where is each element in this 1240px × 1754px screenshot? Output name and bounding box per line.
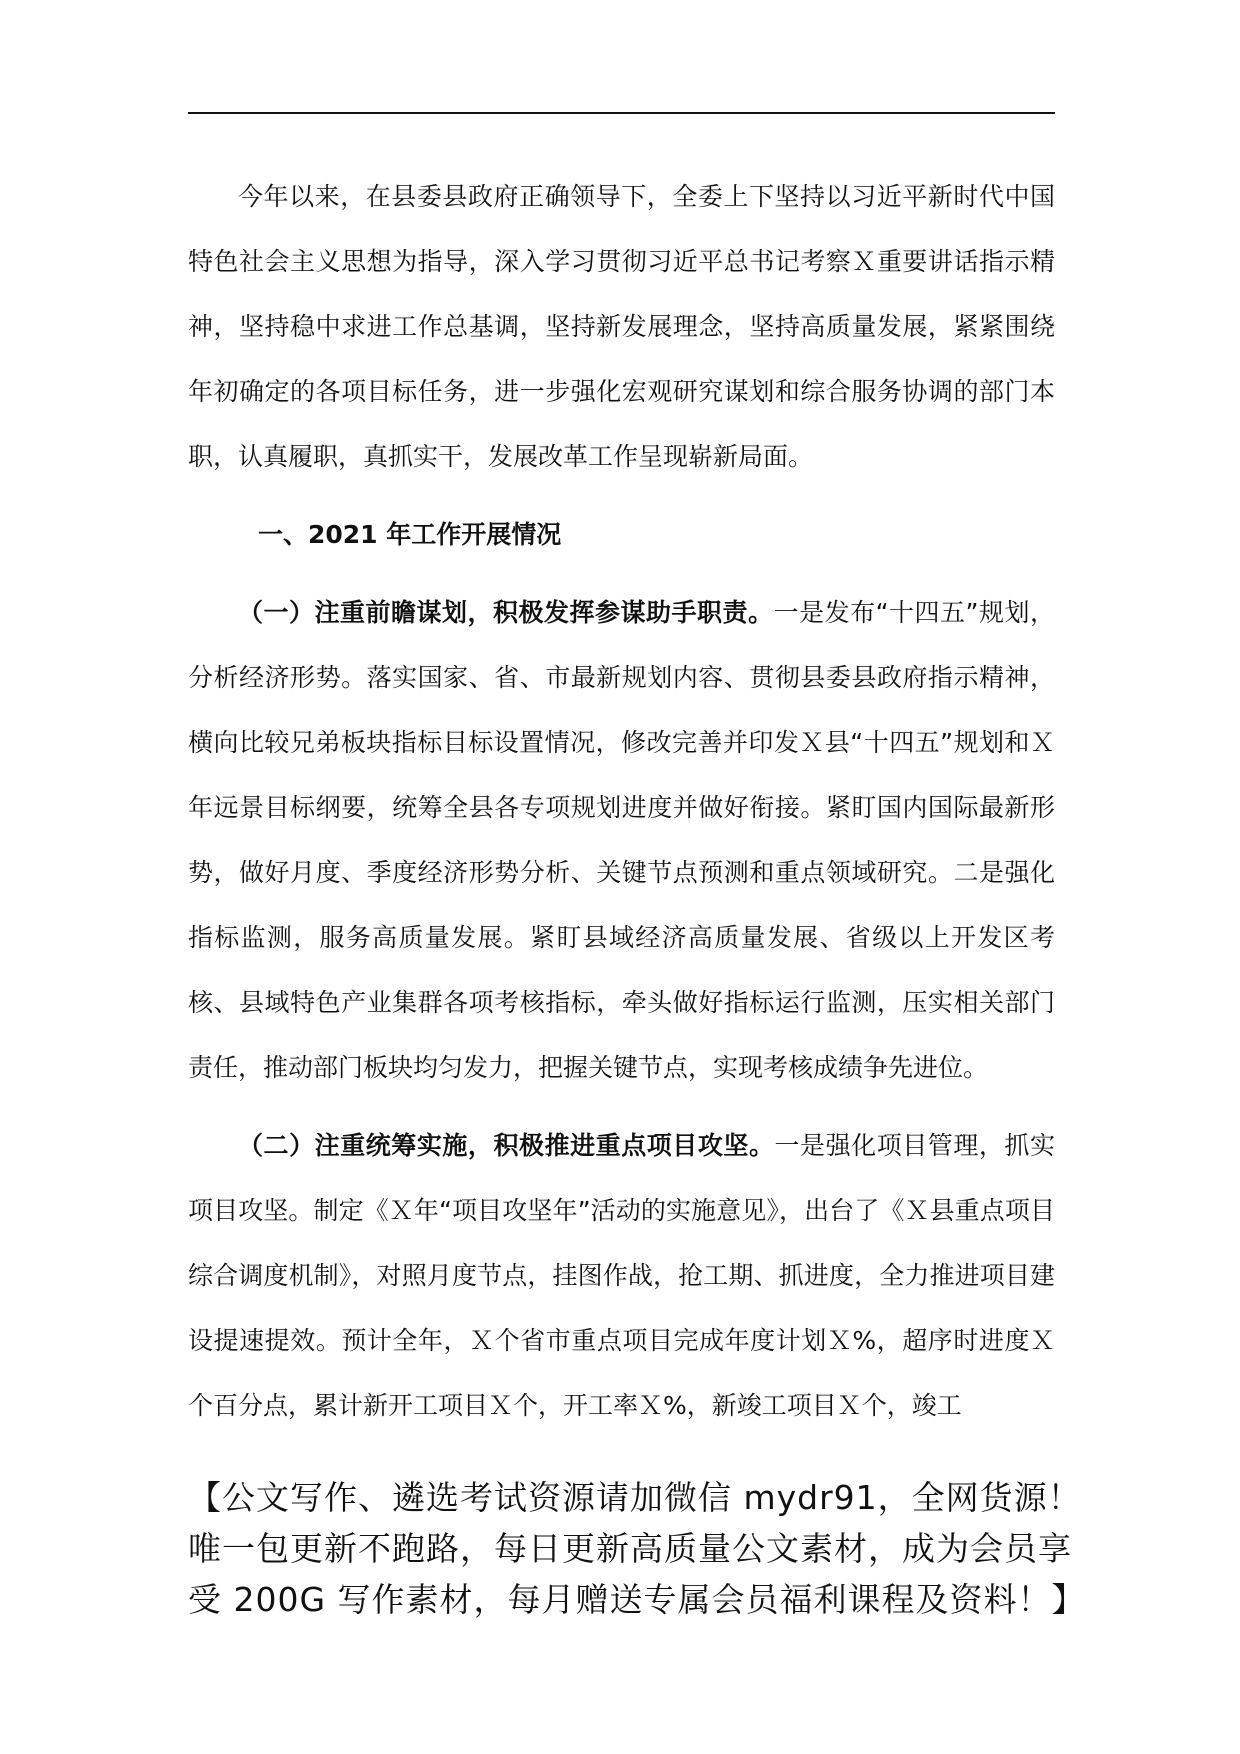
promo-footer: 【公文写作、遴选考试资源请加微信 mydr91，全网货源！唯一包更新不跑路，每日更新高质量公文素材，成为会员享受 200G 写作素材，每月赠送专属会员福利课程及资料！】 xyxy=(188,1478,1086,1619)
subsection-2-text: 一是强化项目管理，抓实项目攻坚。制定《Ｘ年“项目攻坚年”活动的实施意见》，出台了《Ｘ县重点项目综合调度机制》，对照月度节点，挂图作战，抢工期、抓进度，全力推进项目建设提速提效。预计全年，Ｘ个省市重点项目完成年度计划Ｘ%，超序时进度Ｘ个百分点，累计新开工项目Ｘ个，开工率Ｘ%，新竣工项目Ｘ个，竣工 xyxy=(188,1131,1055,1420)
document-body xyxy=(188,164,1055,1451)
subsection-2-lead: （二）注重统筹实施，积极推进重点项目攻坚。 xyxy=(238,1131,775,1160)
intro-paragraph: 今年以来，在县委县政府正确领导下，全委上下坚持以习近平新时代中国特色社会主义思想为指导，深入学习贯彻习近平总书记考察Ｘ重要讲话指示精神，坚持稳中求进工作总基调，坚持新发展理念，坚持高质量发展，紧紧围绕年初确定的各项目标任务，进一步强化宏观研究谋划和综合服务协调的部门本职，认真履职，真抓实干，发展改革工作呈现崭新局面。 xyxy=(188,182,1055,471)
subsection-1-lead: （一）注重前瞻谋划，积极发挥参谋助手职责。 xyxy=(238,598,774,627)
subsection-2-paragraph xyxy=(188,1113,1055,1438)
subsection-1-paragraph xyxy=(188,580,1055,1100)
section-heading: 一、2021 年工作开展情况 xyxy=(258,520,562,549)
subsection-1-text: 一是发布“十四五”规划，分析经济形势。落实国家、省、市最新规划内容、贯彻县委县政府指示精神，横向比较兄弟板块指标目标设置情况，修改完善并印发Ｘ县“十四五”规划和Ｘ年远景目标纲要，统筹全县各专项规划进度并做好衔接。紧盯国内国际最新形势，做好月度、季度经济形势分析、关键节点预测和重点领域研究。二是强化指标监测，服务高质量发展。紧盯县域经济高质量发展、省级以上开发区考核、县域特色产业集群各项考核指标，牵头做好指标运行监测，压实相关部门责任，推动部门板块均匀发力，把握关键节点，实现考核成绩争先进位。 xyxy=(188,598,1055,1082)
header-rule xyxy=(188,112,1055,114)
